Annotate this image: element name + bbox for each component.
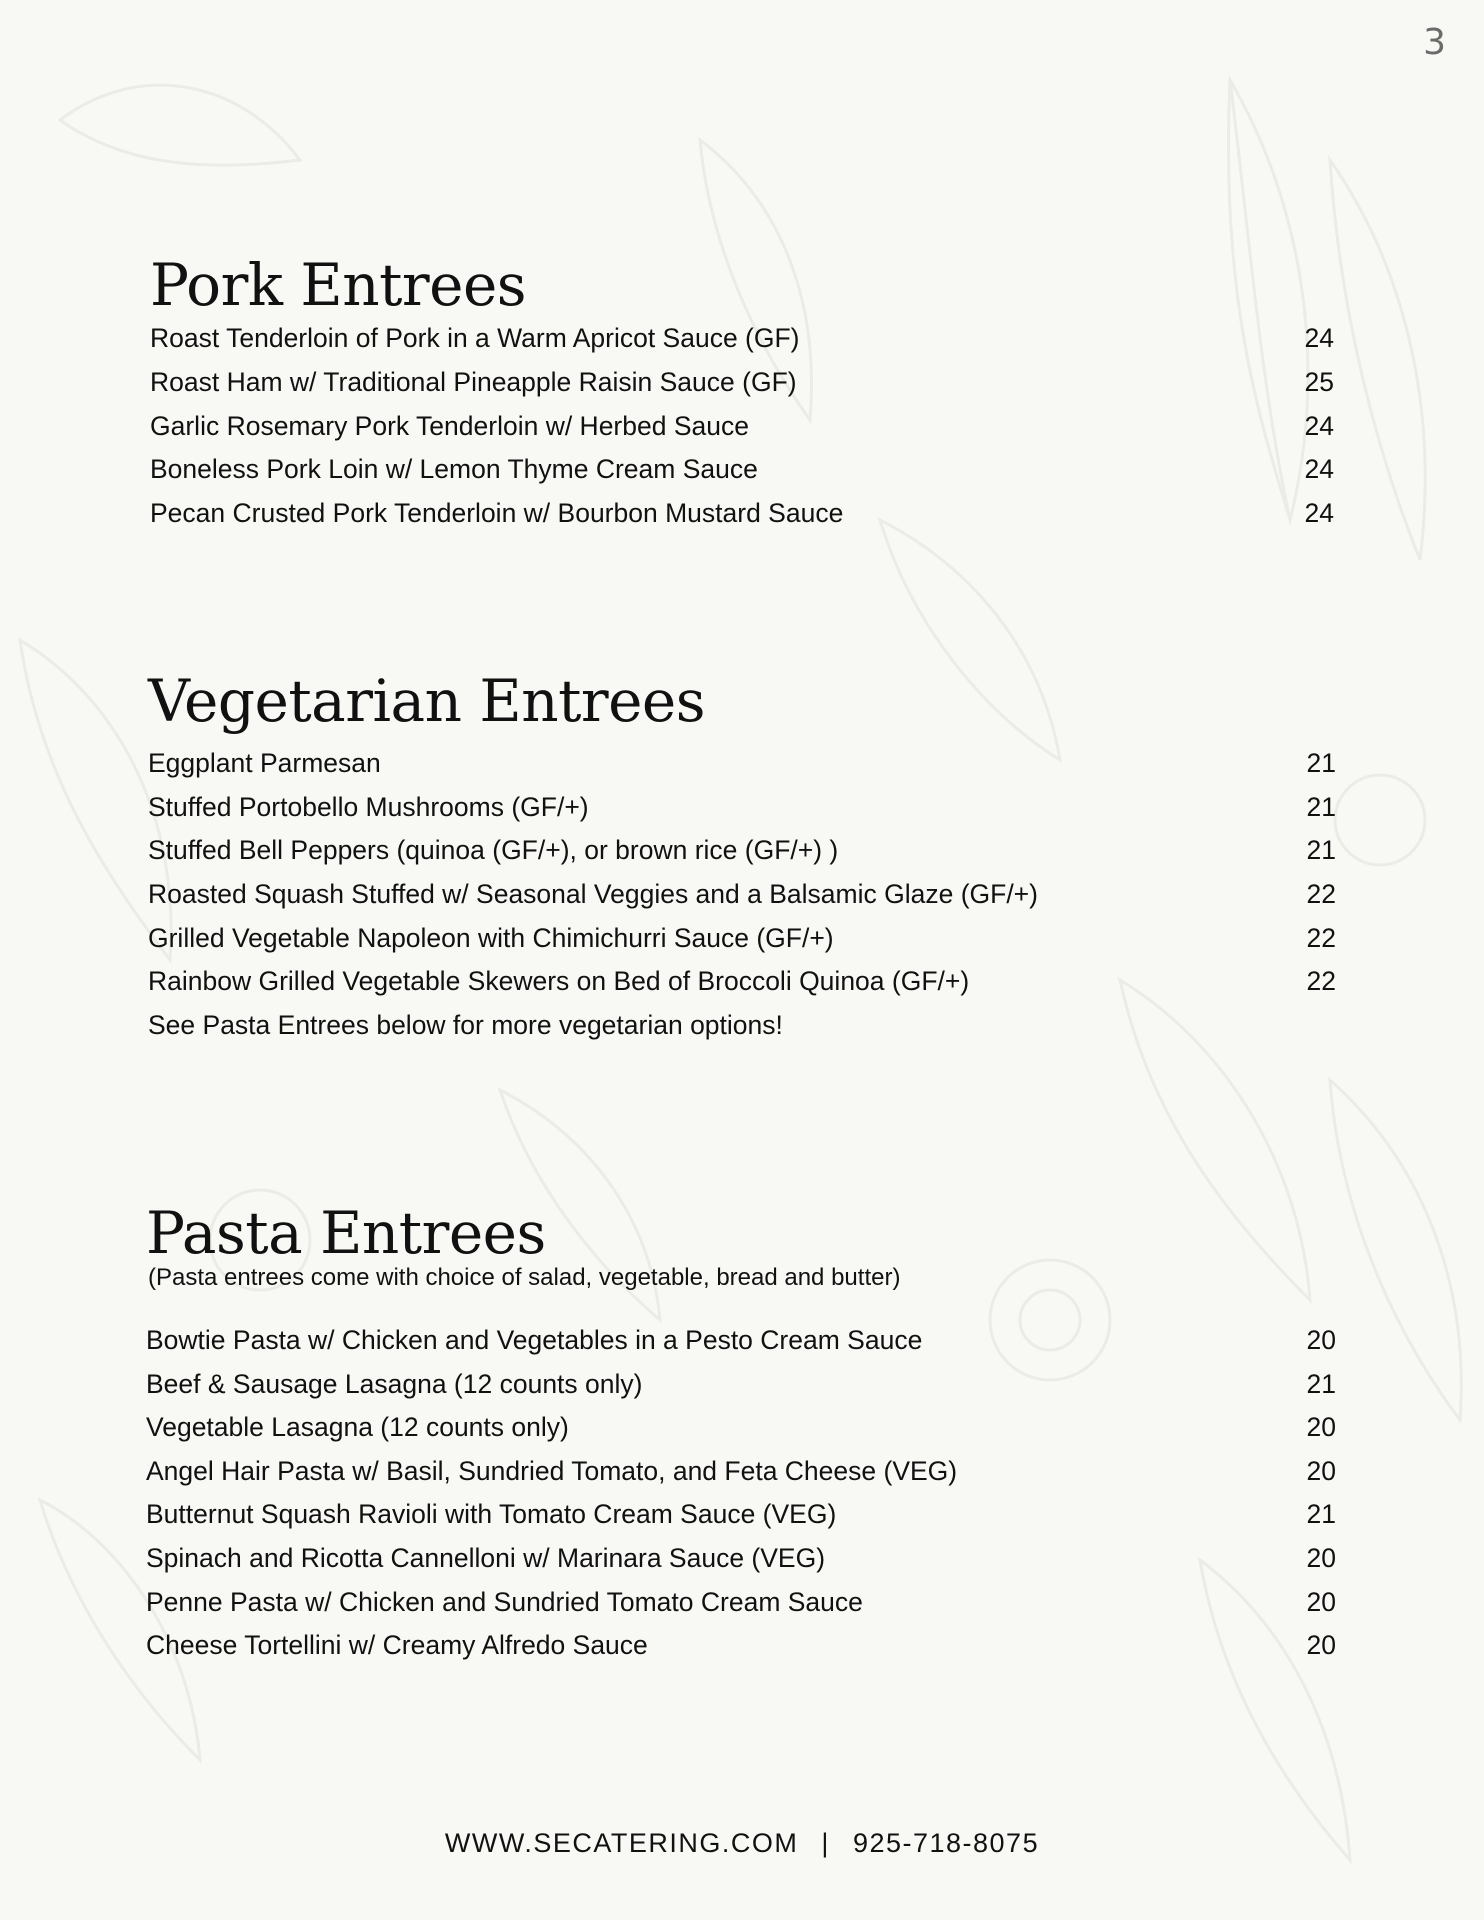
menu-item-name: Penne Pasta w/ Chicken and Sundried Tomato Cream Sauce <box>146 1587 863 1617</box>
menu-item-name: Bowtie Pasta w/ Chicken and Vegetables in a Pesto Cream Sauce <box>146 1325 923 1355</box>
menu-item <box>146 1580 1336 1624</box>
menu-item-price: 20 <box>1306 1412 1336 1442</box>
section-title-pasta: Pasta Entrees <box>146 1199 546 1267</box>
menu-item-name: Roasted Squash Stuffed w/ Seasonal Veggies and a Balsamic Glaze (GF/+) <box>148 879 1038 909</box>
menu-item-name: Cheese Tortellini w/ Creamy Alfredo Sauce <box>146 1630 648 1660</box>
menu-item <box>146 1405 1336 1449</box>
menu-item-price: 21 <box>1306 748 1336 778</box>
menu-item-price: 24 <box>1304 411 1334 441</box>
menu-item <box>150 447 1334 491</box>
menu-item <box>146 1536 1336 1580</box>
menu-item <box>150 491 1334 535</box>
menu-item <box>148 741 1336 785</box>
menu-item-price: 22 <box>1306 923 1336 953</box>
menu-item-price: 24 <box>1304 498 1334 528</box>
menu-item-name: Garlic Rosemary Pork Tenderloin w/ Herbed Sauce <box>150 411 749 441</box>
menu-item-price: 21 <box>1306 792 1336 822</box>
menu-item <box>148 785 1336 829</box>
menu-item-price: 21 <box>1306 835 1336 865</box>
menu-item-price: 22 <box>1306 879 1336 909</box>
menu-item-price: 25 <box>1304 367 1334 397</box>
menu-item-price: 20 <box>1306 1543 1336 1573</box>
menu-item-price: 20 <box>1306 1587 1336 1617</box>
menu-item-price: 21 <box>1306 1369 1336 1399</box>
menu-item <box>148 916 1336 960</box>
menu-item <box>148 959 1336 1003</box>
menu-item <box>148 828 1336 872</box>
menu-item-name: Beef & Sausage Lasagna (12 counts only) <box>146 1369 643 1399</box>
footer-separator: | <box>821 1828 830 1858</box>
menu-item-name: Boneless Pork Loin w/ Lemon Thyme Cream Sauce <box>150 454 758 484</box>
menu-item-name: Butternut Squash Ravioli with Tomato Cream Sauce (VEG) <box>146 1499 837 1529</box>
section-subtitle-pasta: (Pasta entrees come with choice of salad, vegetable, bread and butter) <box>148 1264 901 1291</box>
menu-item <box>150 360 1334 404</box>
vegetarian-note <box>148 1003 1336 1047</box>
menu-item <box>146 1623 1336 1667</box>
menu-item-price: 20 <box>1306 1325 1336 1355</box>
menu-item-price: 24 <box>1304 323 1334 353</box>
page-number: 3 <box>1423 22 1446 63</box>
menu-item-name: Rainbow Grilled Vegetable Skewers on Bed of Broccoli Quinoa (GF/+) <box>148 966 970 996</box>
menu-item <box>150 404 1334 448</box>
footer-phone[interactable]: 925-718-8075 <box>852 1828 1040 1858</box>
menu-item-name: Roast Ham w/ Traditional Pineapple Raisin Sauce (GF) <box>150 367 797 397</box>
menu-item-name: Eggplant Parmesan <box>148 748 381 778</box>
menu-item-name: Vegetable Lasagna (12 counts only) <box>146 1412 569 1442</box>
menu-item <box>146 1362 1336 1406</box>
menu-item <box>150 316 1334 360</box>
note-text: See Pasta Entrees below for more vegetarian options! <box>148 1010 783 1040</box>
menu-item-name: Pecan Crusted Pork Tenderloin w/ Bourbon Mustard Sauce <box>150 498 844 528</box>
section-title-vegetarian: Vegetarian Entrees <box>148 667 706 735</box>
footer-website-link[interactable]: WWW.SECATERING.COM <box>444 1828 799 1858</box>
menu-item-name: Grilled Vegetable Napoleon with Chimichurri Sauce (GF/+) <box>148 923 834 953</box>
menu-item-name: Angel Hair Pasta w/ Basil, Sundried Tomato, and Feta Cheese (VEG) <box>146 1456 958 1486</box>
menu-item <box>146 1492 1336 1536</box>
menu-item-price: 24 <box>1304 454 1334 484</box>
menu-item <box>146 1449 1336 1493</box>
section-title-pork: Pork Entrees <box>150 251 527 319</box>
menu-item-price: 20 <box>1306 1456 1336 1486</box>
menu-item-name: Stuffed Portobello Mushrooms (GF/+) <box>148 792 589 822</box>
menu-item-price: 21 <box>1306 1499 1336 1529</box>
menu-item <box>146 1318 1336 1362</box>
menu-item-name: Roast Tenderloin of Pork in a Warm Apricot Sauce (GF) <box>150 323 800 353</box>
menu-item-price: 22 <box>1306 966 1336 996</box>
footer <box>0 1828 1484 1859</box>
menu-item-name: Stuffed Bell Peppers (quinoa (GF/+), or brown rice (GF/+) ) <box>148 835 839 865</box>
menu-item-price: 20 <box>1306 1630 1336 1660</box>
menu-item-name: Spinach and Ricotta Cannelloni w/ Marinara Sauce (VEG) <box>146 1543 826 1573</box>
menu-item <box>148 872 1336 916</box>
